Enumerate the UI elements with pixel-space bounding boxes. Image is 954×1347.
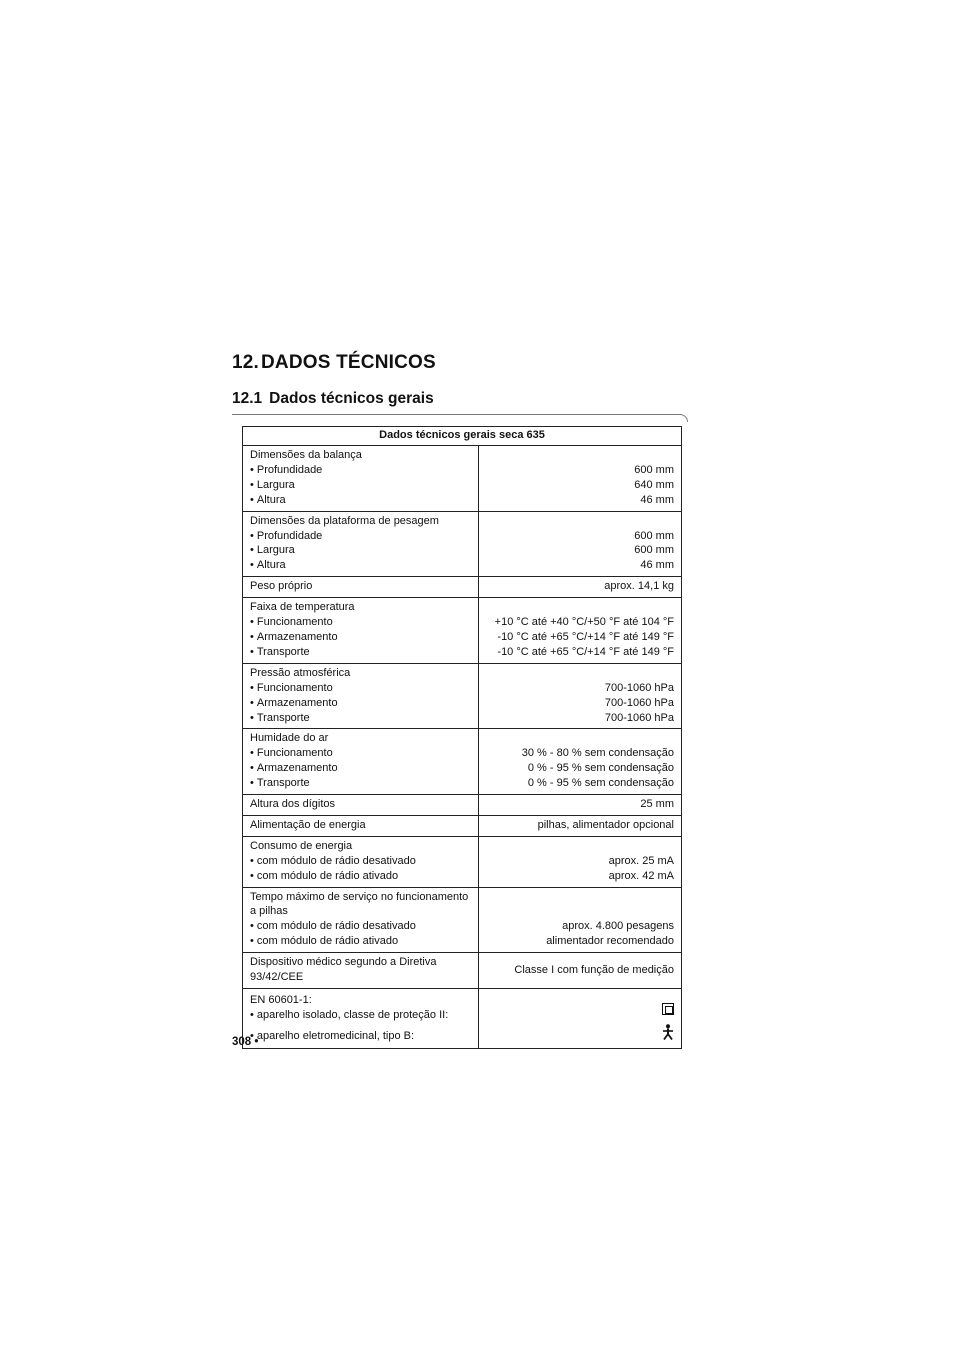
table-row: [243, 989, 682, 1049]
row-label: Alimentação de energia: [250, 818, 366, 831]
row-value: 600 mm: [634, 529, 674, 542]
list-item: • aparelho isolado, classe de proteção II:: [250, 1008, 474, 1023]
row-label: Dimensões da plataforma de pesagem: [250, 514, 439, 527]
table-row: [243, 729, 682, 795]
table-row: [243, 446, 682, 512]
page-number: 308 •: [232, 1036, 259, 1048]
row-value: 30 % - 80 % sem condensação: [521, 747, 674, 760]
list-item: • Funcionamento: [250, 615, 474, 630]
list-item: • Transporte: [250, 776, 474, 791]
table-row: [243, 577, 682, 598]
row-value: Classe I com função de medição: [514, 963, 674, 976]
row-value: alimentador recomendado: [546, 935, 674, 948]
section-divider: [232, 414, 681, 415]
section-divider-corner: [678, 414, 688, 422]
list-item: • Largura: [250, 478, 474, 493]
row-value: aprox. 42 mA: [608, 869, 674, 882]
row-value: aprox. 4.800 pesagens: [562, 920, 674, 933]
section-number: 12.1: [232, 390, 263, 407]
table-row: [243, 815, 682, 836]
row-value: aprox. 14,1 kg: [604, 580, 674, 593]
table-row: [243, 663, 682, 729]
row-value: 0 % - 95 % sem condensação: [527, 762, 674, 775]
list-item: • Transporte: [250, 645, 474, 660]
row-label: Peso próprio: [250, 580, 313, 593]
list-item: • Funcionamento: [250, 746, 474, 761]
row-value: 600 mm: [634, 544, 674, 557]
list-item: • com módulo de rádio ativado: [250, 869, 474, 884]
row-label: Consumo de energia: [250, 839, 353, 852]
row-value: 46 mm: [640, 493, 674, 506]
row-value: +10 °C até +40 °C/+50 °F até 104 °F: [494, 616, 674, 629]
row-value: 25 mm: [640, 798, 674, 811]
row-label: Altura dos dígitos: [250, 798, 335, 811]
list-item: • Armazenamento: [250, 630, 474, 645]
row-label: EN 60601-1:: [250, 994, 312, 1006]
list-item: • com módulo de rádio ativado: [250, 934, 474, 949]
list-item: • Altura: [250, 493, 474, 508]
row-value: 700-1060 hPa: [604, 696, 674, 709]
class-ii-double-square-icon: [662, 1003, 674, 1015]
table-row: [243, 598, 682, 664]
technical-data-table: [242, 426, 682, 1049]
row-value: 46 mm: [640, 559, 674, 572]
row-value: 640 mm: [634, 478, 674, 491]
list-item: • Profundidade: [250, 529, 474, 544]
row-label: Faixa de temperatura: [250, 601, 355, 614]
row-label: Dispositivo médico segundo a Diretiva 93/42/CEE: [250, 956, 437, 984]
type-b-applied-part-icon: [662, 1024, 674, 1045]
row-value: 600 mm: [634, 463, 674, 476]
table-row: [243, 795, 682, 816]
row-value: -10 °C até +65 °C/+14 °F até 149 °F: [497, 630, 674, 643]
chapter-title: DADOS TÉCNICOS: [261, 352, 436, 373]
list-item: • Largura: [250, 543, 474, 558]
list-item: • Altura: [250, 558, 474, 573]
table-header: Dados técnicos gerais seca 635: [243, 427, 682, 446]
row-value: aprox. 25 mA: [608, 854, 674, 867]
row-label: Pressão atmosférica: [250, 666, 351, 679]
section-title: Dados técnicos gerais: [269, 390, 434, 407]
row-value: -10 °C até +65 °C/+14 °F até 149 °F: [497, 645, 674, 658]
row-value: 700-1060 hPa: [604, 681, 674, 694]
list-item: • aparelho eletromedicinal, tipo B:: [250, 1029, 474, 1044]
list-item: • Profundidade: [250, 463, 474, 478]
list-item: • com módulo de rádio desativado: [250, 854, 474, 869]
row-value: pilhas, alimentador opcional: [537, 818, 674, 831]
table-row: [243, 511, 682, 577]
list-item: • Armazenamento: [250, 761, 474, 776]
table-row: [243, 836, 682, 887]
table-row: [243, 953, 682, 989]
row-label: Tempo máximo de serviço no funcionamento a pilhas: [250, 890, 469, 918]
chapter-heading: [232, 352, 436, 374]
list-item: • Armazenamento: [250, 696, 474, 711]
chapter-number: 12.: [232, 352, 260, 373]
list-item: • com módulo de rádio desativado: [250, 919, 474, 934]
list-item: • Funcionamento: [250, 681, 474, 696]
section-heading: [232, 390, 434, 408]
row-value: 700-1060 hPa: [604, 711, 674, 724]
row-label: Dimensões da balança: [250, 449, 362, 461]
list-item: • Transporte: [250, 711, 474, 726]
row-value: 0 % - 95 % sem condensação: [527, 777, 674, 790]
table-row: [243, 887, 682, 953]
row-label: Humidade do ar: [250, 732, 329, 745]
